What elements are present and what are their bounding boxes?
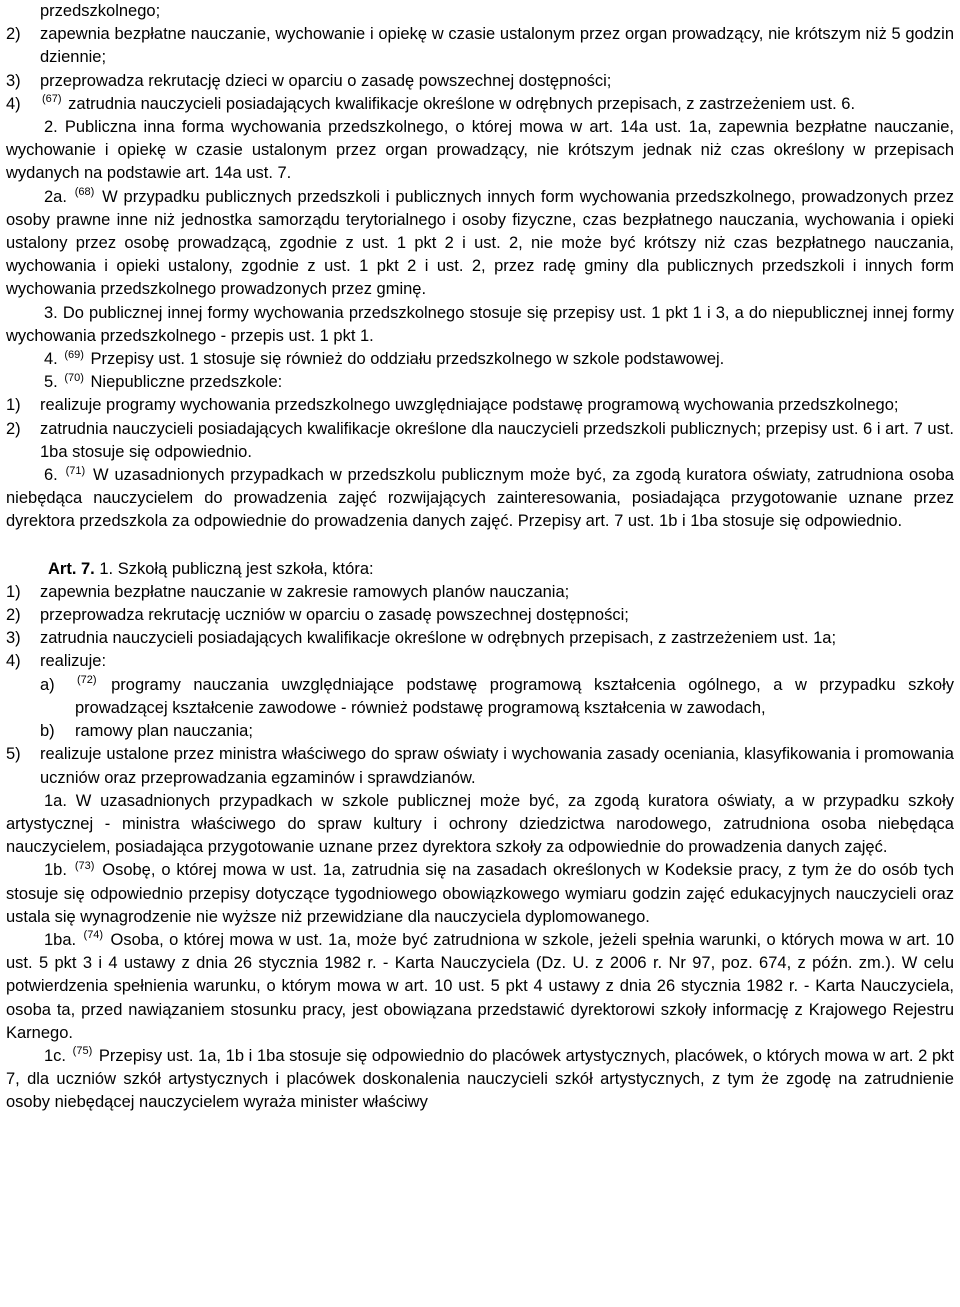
list-text: realizuje ustalone przez ministra właściwego do spraw oświaty i wychowania zasady oceniania, klasyfikowania i promowania uczniów oraz przeprowadzania egzaminów i sprawdzianów. — [40, 745, 954, 787]
list-text: przeprowadza rekrutację uczniów w oparciu o zasadę powszechnej dostępności; — [40, 606, 629, 625]
section-5 — [6, 371, 954, 394]
footnote-marker: (71) — [65, 464, 86, 477]
section-text: Osoba, o której mowa w ust. 1a, może być zatrudniona w szkole, jeżeli spełnia warunki, o których mowa w art. 10 ust. 5 pkt 3 i 4 ustawy z dnia 26 stycznia 1982 r. - Karta Nauczyciela (Dz. U. z 2006 r. Nr 97, poz. 674, z późn. zm.). W celu potwierdzenia spełnienia warunku, o którym mowa w art. 10 ust. 5 pkt 4 ustawy z dnia 26 stycznia 1982 r. - Karta Nauczyciela, osoba ta, przed nawiązaniem stosunku pracy, jest obowiązana przedstawić dyrektorowi szkoły informację z Krajowego Rejestru Karnego. — [6, 930, 954, 1042]
section-2a — [6, 186, 954, 302]
art7-item-2 — [6, 604, 954, 627]
list-text: zapewnia bezpłatne nauczanie, wychowanie i opiekę w czasie ustalonym przez organ prowadzący, nie krótszym niż 5 godzin dziennie; — [40, 25, 954, 67]
footnote-marker: (70) — [64, 371, 84, 384]
section-1c — [6, 1045, 954, 1115]
section-text: Niepubliczne przedszkole: — [90, 373, 283, 392]
footnote-marker: (73) — [74, 859, 95, 872]
article-text: 1. Szkołą publiczną jest szkoła, która: — [99, 559, 374, 578]
list-item-4 — [6, 93, 954, 116]
list-item-3 — [6, 70, 954, 93]
list-number: 1) — [6, 582, 21, 601]
list-text: programy nauczania uwzględniające podstawę programową kształcenia ogólnego, a w przypadku szkoły prowadzącej kształcenie zawodowe - również podstawę programową kształcenia w zawodach, — [75, 675, 954, 717]
art7-item-3 — [6, 627, 954, 650]
art7-item-4 — [6, 650, 954, 673]
list-number: 5) — [6, 745, 21, 764]
list-number: 4) — [6, 652, 21, 671]
list-text: zatrudnia nauczycieli posiadających kwalifikacje określone dla nauczycieli przedszkoli publicznych; przepisy ust. 6 i art. 7 ust. 1ba stosuje się odpowiednio. — [40, 419, 954, 461]
list-letter: a) — [40, 675, 55, 694]
section-number: 6. — [44, 466, 58, 485]
article-7-heading — [6, 558, 954, 581]
paragraph-continuation: przedszkolnego; — [40, 2, 161, 20]
list-letter: b) — [40, 722, 55, 741]
list-number: 3) — [6, 71, 21, 90]
list-item-5-2 — [6, 418, 954, 464]
footnote-marker: (68) — [74, 186, 95, 199]
art7-item-5 — [6, 743, 954, 789]
list-text: ramowy plan nauczania; — [75, 722, 253, 741]
section-number: 1ba. — [44, 930, 77, 949]
art7-item-4a — [6, 674, 954, 720]
footnote-marker: (72) — [77, 674, 97, 687]
section-number: 5. — [44, 373, 58, 392]
footnote-marker: (69) — [64, 348, 84, 361]
footnote-marker: (74) — [83, 929, 104, 942]
list-text: zatrudnia nauczycieli posiadających kwalifikacje określone w odrębnych przepisach, z zastrzeżeniem ust. 6. — [68, 94, 856, 113]
list-number: 2) — [6, 25, 21, 44]
list-number: 3) — [6, 629, 21, 648]
section-number: 4. — [44, 350, 58, 369]
section-text: W przypadku publicznych przedszkoli i publicznych innych form wychowania przedszkolnego, prowadzonych przez osoby prawne inne niż jednostka samorządu terytorialnego i osoby fizyczne, czas bezpłatnego nauczania, wychowania i opieki ustalony przez osobę prowadzącą, zgodnie z ust. 1 pkt 2 i ust. 2, nie może być krótszy niż czas bezpłatnego nauczania, wychowania i opieki ustalony, zgodnie z ust. 1 pkt 2 i ust. 2, przez radę gminy dla publicznych przedszkoli i innych form wychowania przedszkolnego prowadzonych przez gminę. — [6, 187, 954, 299]
footnote-marker: (67) — [42, 93, 62, 106]
art7-item-4b — [6, 720, 954, 743]
section-6 — [6, 464, 954, 534]
list-number: 4) — [6, 94, 21, 113]
section-text: Przepisy ust. 1a, 1b i 1ba stosuje się odpowiednio do placówek artystycznych, placówek, o których mowa w art. 2 pkt 7, dla uczniów szkół artystycznych i placówek doskonalenia nauczycieli szkół artystycznych, z tym że zgodę na zatrudnienie osoby niebędącej nauczycielem wyraża minister właściwy — [6, 1046, 954, 1112]
section-number: 1b. — [44, 861, 67, 880]
list-number: 2) — [6, 606, 21, 625]
list-text: realizuje programy wychowania przedszkolnego uwzględniające podstawę programową wychowania przedszkolnego; — [40, 396, 899, 415]
section-1a: 1a. W uzasadnionych przypadkach w szkole publicznej może być, za zgodą kuratora oświaty, a w przypadku szkoły artystycznej - ministra właściwego do spraw kultury i ochrony dziedzictwa narodowego, zatrudniona osoba niebędąca nauczycielem, posiadająca przygotowanie uznane przez dyrektora szkoły za odpowiednie do prowadzenia danych zajęć. — [6, 791, 954, 857]
section-4 — [6, 348, 954, 371]
article-title: Art. 7. — [48, 559, 95, 578]
section-number: 2a. — [44, 187, 67, 206]
footnote-marker: (75) — [72, 1045, 93, 1058]
list-text: przeprowadza rekrutację dzieci w oparciu o zasadę powszechnej dostępności; — [40, 71, 612, 90]
list-text: zapewnia bezpłatne nauczanie w zakresie ramowych planów nauczania; — [40, 582, 570, 601]
list-text: zatrudnia nauczycieli posiadających kwalifikacje określone w odrębnych przepisach, z zastrzeżeniem ust. 1a; — [40, 629, 837, 648]
section-1b — [6, 859, 954, 929]
section-text: Osobę, o której mowa w ust. 1a, zatrudnia się na zasadach określonych w Kodeksie pracy, z tym że do osób tych stosuje się odpowiednio przepisy dotyczące tygodniowego obowiązkowego wymiaru godzin zajęć edukacyjnych nauczycieli oraz ustala się wynagrodzenie nie wyższe niż przewidziane dla nauczyciela dyplomowanego. — [6, 861, 954, 926]
list-number: 2) — [6, 419, 21, 438]
list-text: realizuje: — [40, 652, 107, 671]
section-2: 2. Publiczna inna forma wychowania przedszkolnego, o której mowa w art. 14a ust. 1a, zapewnia bezpłatne nauczanie, wychowanie i opiekę w czasie ustalonym przez organ prowadzący, nie krótszym jednak niż czas określony w przepisach wydanych na podstawie art. 14a ust. 7. — [6, 118, 954, 183]
section-text: Przepisy ust. 1 stosuje się również do oddziału przedszkolnego w szkole podstawowej. — [90, 350, 725, 369]
list-item-2 — [6, 23, 954, 69]
section-1ba — [6, 929, 954, 1045]
art7-item-1 — [6, 581, 954, 604]
list-number: 1) — [6, 396, 21, 415]
section-text: W uzasadnionych przypadkach w przedszkolu publicznym może być, za zgodą kuratora oświaty, zatrudniona osoba niebędąca nauczycielem do prowadzenia zajęć rozwijających zainteresowania, posiadająca przygotowanie uznane przez dyrektora przedszkola za odpowiednie do prowadzenia danych zajęć. Przepisy art. 7 ust. 1b i 1ba stosuje się odpowiednio. — [6, 466, 954, 531]
section-number: 1c. — [44, 1046, 67, 1065]
section-3: 3. Do publicznej innej formy wychowania przedszkolnego stosuje się przepisy ust. 1 pkt 1 i 3, a do niepublicznej innej formy wychowania przedszkolnego - przepis ust. 1 pkt 1. — [6, 303, 954, 345]
list-item-5-1 — [6, 394, 954, 417]
